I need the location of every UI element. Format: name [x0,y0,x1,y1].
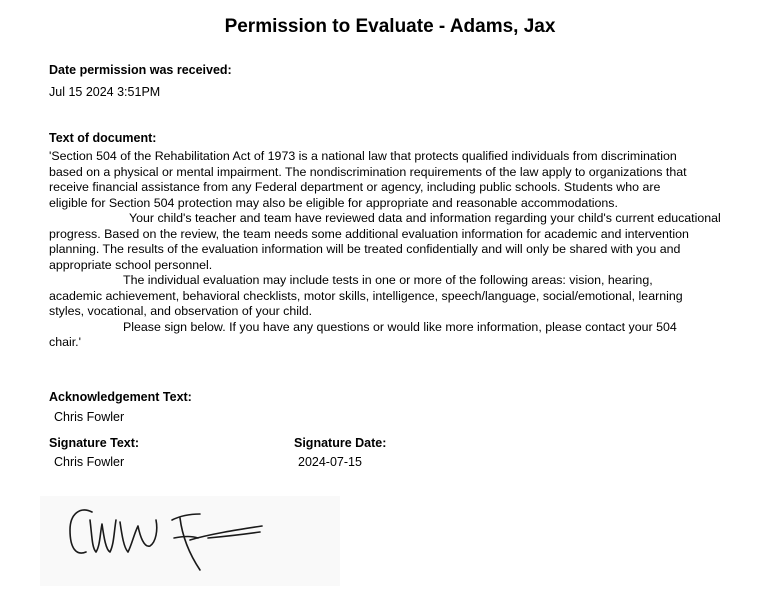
date-received-label: Date permission was received: [49,63,232,77]
signature-image [40,496,340,586]
document-text [49,149,754,351]
document-text-line: based on a physical or mental impairment. The nondiscrimination requirements of the law apply to organizations that [49,164,687,179]
handwritten-signature-icon [40,496,340,586]
date-received-value: Jul 15 2024 3:51PM [49,85,161,99]
document-text-line: The individual evaluation may include tests in one or more of the following areas: vision, hearing, [123,273,653,287]
signature-date-label: Signature Date: [294,436,387,450]
document-text-line: 'Section 504 of the Rehabilitation Act of 1973 is a national law that protects qualified individuals from discrimination [49,149,677,163]
document-text-line: Your child's teacher and team have reviewed data and information regarding your child's current educational [129,211,721,225]
document-text-line: appropriate school personnel. [49,257,213,272]
page-title: Permission to Evaluate - Adams, Jax [224,16,556,37]
acknowledgement-value: Chris Fowler [54,410,125,424]
document-text-line: Please sign below. If you have any questions or would like more information, please contact your 504 [123,319,677,334]
document-text-line: progress. Based on the review, the team needs some additional evaluation information for academic and intervention [49,226,689,241]
signature-text-value: Chris Fowler [54,455,125,469]
signature-text-label: Signature Text: [49,436,140,450]
signature-date-value: 2024-07-15 [298,455,362,469]
document-text-label: Text of document: [49,131,157,145]
document-text-line: planning. The results of the evaluation information will be treated confidentially and will only be shared with you and [49,242,681,256]
document-text-line: chair.' [49,335,81,349]
document-text-line: academic achievement, behavioral checklists, motor skills, intelligence, speech/language, social/emotional, learning [49,288,683,303]
document-text-line: receive financial assistance from any Federal department or agency, including public schools. Students who are [49,180,661,194]
acknowledgement-label: Acknowledgement Text: [49,390,192,404]
document-text-line: styles, vocational, and observation of your child. [49,304,313,318]
document-text-line: eligible for Section 504 protection may also be eligible for appropriate and reasonable accommodations. [49,195,618,210]
